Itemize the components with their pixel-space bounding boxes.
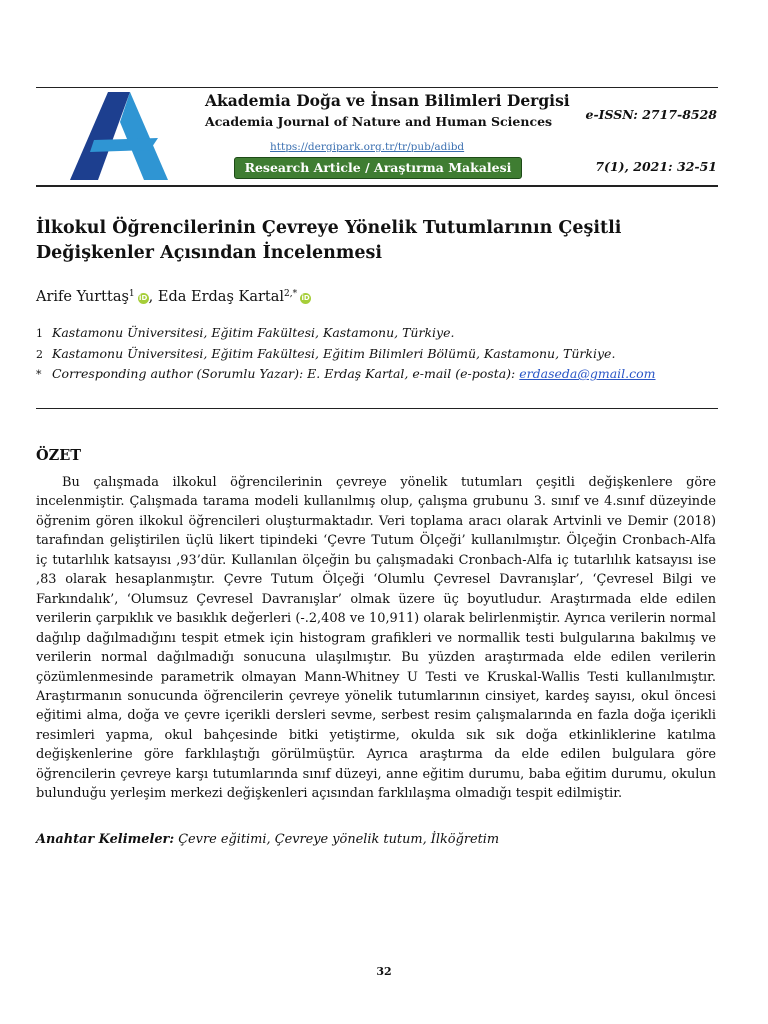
corresponding-mark: * [36, 368, 42, 381]
keywords-label: Anahtar Kelimeler: [36, 832, 175, 847]
affiliation-text: Kastamonu Üniversitesi, Eğitim Fakültesi, Kastamonu, Türkiye. [51, 325, 455, 340]
journal-url-link[interactable]: https://dergipark.org.tr/tr/pub/adibd [270, 141, 465, 153]
affiliation-item [36, 344, 726, 365]
keywords [36, 832, 499, 847]
orcid-icon[interactable]: iD [139, 294, 148, 302]
affiliation-rule [36, 408, 718, 409]
header-top-rule [36, 87, 718, 88]
author-name: Arife Yurttaş [36, 289, 129, 305]
article-type-badge: Research Article / Araştırma Makalesi [234, 157, 522, 179]
journal-title-turkish: Akademia Doğa ve İnsan Bilimleri Dergisi [205, 91, 570, 110]
author-affiliation-mark: 2,* [284, 289, 298, 299]
author-list [36, 289, 311, 305]
author-name: Eda Erdaş Kartal [157, 289, 285, 305]
page-number: 32 [376, 965, 392, 978]
article-title: İlkokul Öğrencilerinin Çevreye Yönelik Tutumlarının Çeşitli Değişkenler Açısından İncelenmesi [36, 218, 622, 263]
author-affiliation-mark: 1 [128, 289, 135, 299]
author-separator: , [148, 289, 158, 305]
eissn: e-ISSN: 2717-8528 [585, 107, 717, 122]
email-link[interactable]: erdaseda@gmail.com [519, 366, 656, 381]
journal-logo [64, 90, 174, 182]
affiliation-mark: 1 [36, 327, 43, 340]
affiliations [36, 323, 726, 385]
corresponding-text: Corresponding author (Sorumlu Yazar): E. Erdaş Kartal, e-mail (e-posta): [51, 366, 520, 381]
orcid-icon[interactable]: iD [301, 294, 310, 302]
abstract-body: Bu çalışmada ilkokul öğrencilerinin çevreye yönelik tutumları çeşitli değişkenlere göre incelenmiştir. Çalışmada tarama modeli kullanılmış olup, çalışma grubunu 3. sınıf ve 4.sınıf düzeyinde öğrenim gören ilkokul öğrencileri oluşturmaktadır. Veri toplama aracı olarak Artvinli ve Demir (2018) tarafından geliştirilen üçlü likert tipindeki ‘Çevre Tutum Ölçeği’ kullanılmıştır. Ölçeğin Cronbach-Alfa iç tutarlılık katsayısı ,93’dür. Kullanılan ölçeğin bu çalışmadaki Cronbach-Alfa iç tutarlılık katsayısı ise ,83 olarak hesaplanmıştır. Çevre Tutum Ölçeği ‘Olumlu Çevresel Davranışlar’, ‘Çevresel Bilgi ve Farkındalık’, ‘Olumsuz Çevresel Davranışlar’ olmak üzere üç boyutludur. Araştırmada elde edilen verilerin çarpıklık ve basıklık değerleri (-.2,408 ve 10,911) olarak belirlenmiştir. Ayrıca verilerin normal dağılıp dağılmadığını tespit etmek için histogram grafikleri ve normallik testi bulgularına bakılmış ve verilerin normal dağılmadığı sonucuna ulaşılmıştır. Bu yüzden araştırmada elde edilen verilerin çözümlenmesinde parametrik olmayan Mann-Whitney U Testi ve Kruskal-Wallis Testi kullanılmıştır. Araştırmanın sonucunda öğrencilerin çevreye yönelik tutumlarının cinsiyet, kardeş sayısı, okul öncesi eğitimi alma, doğa ve çevre içerikli dersleri sevme, serbest resim çalışmalarında en fazla doğa içerikli resimleri yapma, okul bahçesinde bitki yetiştirme, okulda sık sık doğa etkinliklerine katılma değişkenlerine göre farklılaştığı görülmüştür. Ayrıca araştırma da elde edilen bulgulara göre öğrencilerin çevreye karşı tutumlarında sınıf düzeyi, anne eğitim durumu, baba eğitim durumu, okulun bulunduğu yerleşim merkezi değişkenleri açısından farklılaşma olmadığı tespit edilmiştir. [36, 475, 716, 802]
abstract-heading: ÖZET [36, 447, 82, 464]
corresponding-author [36, 364, 726, 385]
affiliation-item [36, 323, 726, 344]
header-bottom-rule [36, 185, 718, 187]
journal-title-english: Academia Journal of Nature and Human Sciences [205, 114, 553, 129]
affiliation-mark: 2 [36, 347, 43, 361]
issue-info: 7(1), 2021: 32-51 [595, 159, 717, 174]
keywords-text: Çevre eğitimi, Çevreye yönelik tutum, İlköğretim [174, 832, 500, 847]
affiliation-text: Kastamonu Üniversitesi, Eğitim Fakültesi, Eğitim Bilimleri Bölümü, Kastamonu, Türkiye. [51, 345, 616, 361]
